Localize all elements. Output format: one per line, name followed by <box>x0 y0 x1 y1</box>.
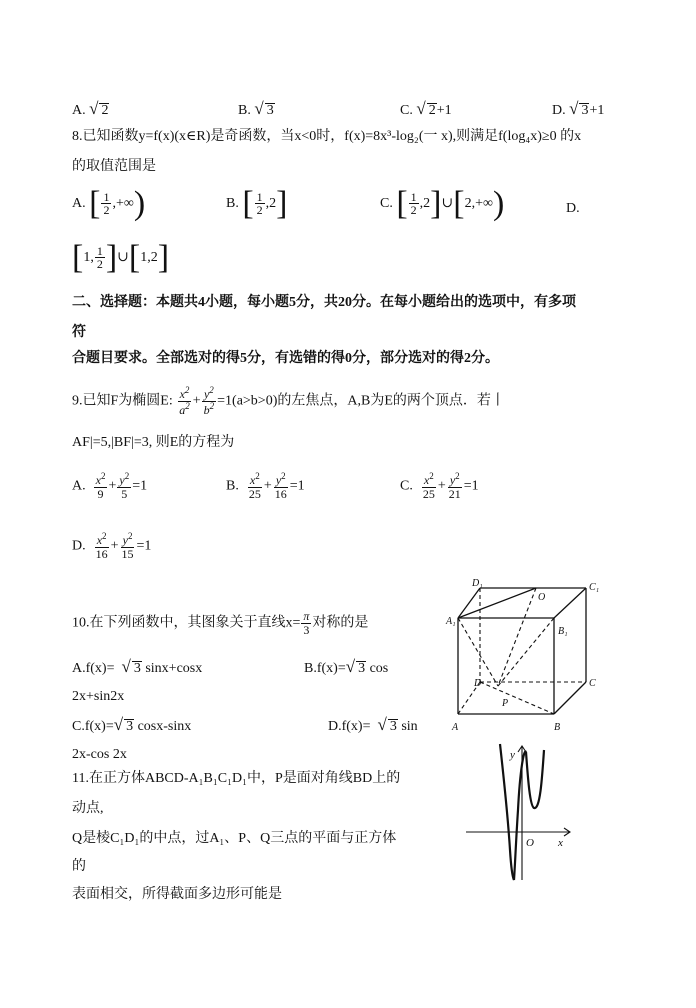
q11-line5: 表面相交，所得截面多边形可能是 <box>72 887 282 902</box>
cube-label-d: D <box>474 678 482 689</box>
cube-label-o: O <box>538 592 546 603</box>
cube-label-b1: B₁ <box>558 626 568 637</box>
q7-option-c: C. √ 2+1 <box>400 99 452 118</box>
q10-option-b: B.f(x)=√ 3 cos <box>304 657 389 676</box>
q11-line4: 的 <box>72 859 86 874</box>
q8-option-b: B. [ $\frac{1}{2}$ ,2] <box>226 185 288 222</box>
q10-option-d-wrap: 2x-cos 2x <box>72 747 127 762</box>
section2-line1: 二、选择题：本题共4小题，每小题5分，共20分。在每小题给出的选项中，有多项 <box>72 295 576 310</box>
q8-option-a: A. [ $\frac{1}{2}$ ,+∞) <box>72 185 146 222</box>
q9-option-b: B. $\frac{x^2}{25}$ + $\frac{y^2}{16}$ =1 <box>226 471 305 501</box>
graph-label-o: O <box>526 837 534 849</box>
cube-label-a1: A₁ <box>446 616 456 627</box>
q10-option-c: C.f(x)=√ 3 cosx-sinx <box>72 715 192 734</box>
q10-option-b-wrap: 2x+sin2x <box>72 689 125 704</box>
q8-stem-line2: 的取值范围是 <box>72 159 156 174</box>
graph-label-x: x <box>558 837 563 849</box>
section2-line2: 符 <box>72 325 86 340</box>
q10-option-a: A.f(x)= √ 3 sinx+cosx <box>72 657 203 676</box>
cube-label-p: P <box>502 698 509 709</box>
q10-option-d: D.f(x)= √ 3 sin <box>328 715 418 734</box>
q7-option-b: B. √ 3 <box>238 99 274 118</box>
function-graph <box>462 740 582 884</box>
q11-line1: 11.在正方体ABCD-A₁B₁C₁D₁中，P是面对角线BD上的 <box>72 771 401 786</box>
cube-label-a: A <box>452 722 459 733</box>
cube-label-c1: C₁ <box>589 582 600 593</box>
q7-option-a: A. √ 2 <box>72 99 109 118</box>
q8-stem-line1: 8.已知函数y=f(x)(x∈R)是奇函数，当x<0时，f(x)=8x³-log₂(一 x),则满足f(log₄x)≥0 的x <box>72 129 582 144</box>
q8-option-d-letter: D. <box>566 201 580 216</box>
q9-option-d: D. $\frac{x^2}{16}$ + $\frac{y^2}{15}$ =1 <box>72 531 152 561</box>
q9-option-c: C. $\frac{x^2}{25}$ + $\frac{y^2}{21}$ =1 <box>400 471 479 501</box>
q8-option-c: C. [ $\frac{1}{2}$ ,2]∪[2,+∞) <box>380 185 505 222</box>
q9-option-a: A. $\frac{x^2}{9}$ + $\frac{y^2}{5}$ =1 <box>72 471 148 501</box>
graph-label-y: y <box>510 749 515 761</box>
cube-figure <box>436 574 616 740</box>
q9-stem-line1: 9.已知F为椭圆E: $\frac{x^2}{a^2}$ + $\frac{y^2}{b^2}$ =1(a>b>0)的左焦点，A,B为E的两个顶点．若丨 <box>72 385 505 417</box>
q11-line2: 动点, <box>72 801 104 816</box>
q7-option-d: D. √ 3+1 <box>552 99 605 118</box>
q10-stem: 10.在下列函数中，其图象关于直线x= $\frac{\pi}{3}$ 对称的是 <box>72 609 369 637</box>
cube-label-c: C <box>589 678 596 689</box>
section2-line3: 合题目要求。全部选对的得5分，有选错的得0分，部分选对的得2分。 <box>72 351 499 366</box>
cube-label-d1: D₁ <box>472 578 483 589</box>
q8-option-d: [1, $\frac{1}{2}$ ]∪[1,2] <box>72 239 170 276</box>
q11-line3: Q是棱C₁D₁的中点，过A₁、P、Q三点的平面与正方体 <box>72 831 397 846</box>
q9-stem-line2: AF|=5,|BF|=3, 则E的方程为 <box>72 435 235 450</box>
cube-label-b: B <box>554 722 561 733</box>
